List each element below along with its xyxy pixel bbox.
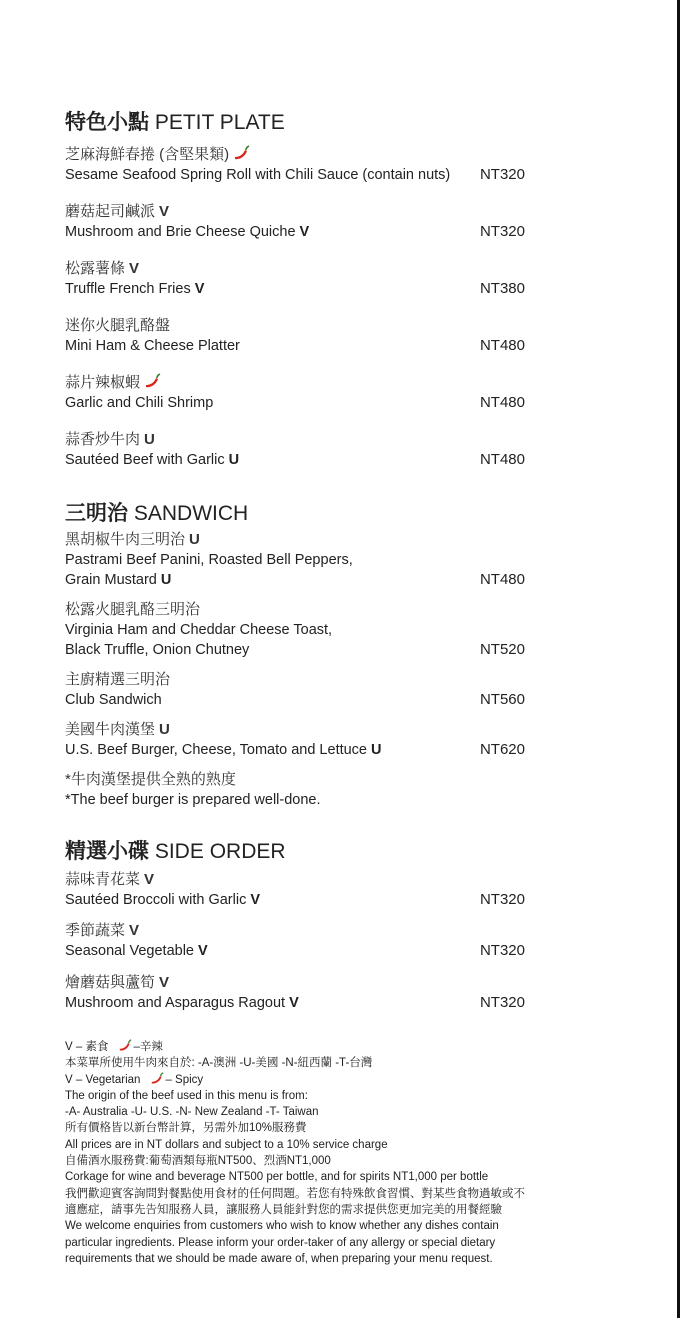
item-name-zh: 主廚精選三明治 bbox=[65, 671, 171, 688]
menu-item bbox=[65, 259, 525, 299]
item-price: NT320 bbox=[479, 891, 525, 908]
item-name-zh: 蒜味青花菜 bbox=[65, 871, 141, 888]
legend-corkage-zh: 自備酒水服務費:葡萄酒類每瓶NT500、烈酒NT1,000 bbox=[65, 1155, 331, 1168]
item-price: NT320 bbox=[479, 994, 525, 1011]
item-name-en: Truffle French Fries bbox=[65, 281, 191, 297]
menu-item bbox=[65, 921, 525, 961]
menu-item bbox=[65, 670, 525, 710]
section-title-petit-plate bbox=[65, 106, 285, 136]
item-name-en-cont: Black Truffle, Onion Chutney bbox=[65, 642, 250, 658]
section-title-en: SIDE ORDER bbox=[154, 840, 286, 863]
item-name-zh: 季節蔬菜 bbox=[65, 922, 126, 939]
menu-item bbox=[65, 202, 525, 242]
item-name-zh: 松露火腿乳酪三明治 bbox=[65, 601, 201, 618]
item-name-en: Garlic and Chili Shrimp bbox=[65, 395, 214, 411]
legend-line bbox=[65, 1072, 535, 1088]
item-name-en: Mushroom and Brie Cheese Quiche bbox=[65, 224, 296, 240]
beef-origin-mark: U bbox=[371, 742, 382, 758]
item-price: NT380 bbox=[479, 280, 525, 297]
item-name-en: Mini Ham & Cheese Platter bbox=[65, 338, 240, 354]
menu-item bbox=[65, 600, 525, 660]
menu-item bbox=[65, 430, 525, 470]
item-price: NT560 bbox=[479, 691, 525, 708]
item-name-zh: 蘑菇起司鹹派 bbox=[65, 203, 156, 220]
item-price: NT480 bbox=[479, 451, 525, 468]
legend-corkage-en: Corkage for wine and beverage NT500 per bottle, and for spirits NT1,000 per bottle bbox=[65, 1171, 489, 1184]
legend-spicy-en: – Spicy bbox=[165, 1073, 204, 1086]
item-price: NT520 bbox=[479, 641, 525, 658]
legend-footnotes bbox=[65, 1039, 535, 1267]
item-name-en: Pastrami Beef Panini, Roasted Bell Peppers, bbox=[65, 552, 353, 568]
beef-origin-mark: U bbox=[228, 452, 240, 468]
item-name-en: Mushroom and Asparagus Ragout bbox=[65, 995, 286, 1011]
section-title-zh: 特色小點 bbox=[65, 111, 149, 134]
section-title-sandwich bbox=[65, 497, 248, 527]
beef-origin-mark: U bbox=[160, 572, 172, 588]
burger-note-zh: *牛肉漢堡提供全熟的熟度 bbox=[65, 771, 236, 788]
legend-service-charge-en: All prices are in NT dollars and subject to a 10% service charge bbox=[65, 1138, 388, 1151]
item-name-en: Club Sandwich bbox=[65, 692, 162, 708]
item-name-zh: 迷你火腿乳酪盤 bbox=[65, 317, 171, 334]
section-title-side-order bbox=[65, 835, 286, 865]
item-name-en: Sautéed Beef with Garlic bbox=[65, 452, 225, 468]
item-name-zh: 芝麻海鮮春捲 (含堅果類) bbox=[65, 146, 230, 163]
beef-origin-mark: U bbox=[189, 531, 200, 548]
item-name-en: Virginia Ham and Cheddar Cheese Toast, bbox=[65, 622, 333, 638]
legend-beef-origin-list-en: -A- Australia -U- U.S. -N- New Zealand -T- Taiwan bbox=[65, 1106, 319, 1119]
item-name-zh: 蒜片辣椒蝦 bbox=[65, 374, 141, 391]
legend-beef-origin-en: The origin of the beef used in this menu is from: bbox=[65, 1089, 308, 1102]
menu-item bbox=[65, 145, 525, 185]
section-title-zh: 三明治 bbox=[65, 502, 128, 525]
section-title-en: SANDWICH bbox=[133, 502, 249, 525]
menu-item bbox=[65, 373, 525, 413]
vegetarian-mark: V bbox=[159, 203, 170, 220]
item-name-en-cont: Grain Mustard bbox=[65, 572, 157, 588]
beef-origin-mark: U bbox=[144, 431, 155, 448]
vegetarian-mark: V bbox=[129, 922, 140, 939]
legend-vegetarian-zh: V – 素食 bbox=[65, 1041, 109, 1053]
item-name-en: Sautéed Broccoli with Garlic bbox=[65, 892, 247, 908]
item-name-zh: 松露薯條 bbox=[65, 260, 126, 277]
item-name-en: Seasonal Vegetable bbox=[65, 943, 194, 959]
legend-service-charge-zh: 所有價格皆以新台幣計算，另需外加10%服務費 bbox=[65, 1122, 307, 1135]
item-name-zh: 燴蘑菇與蘆筍 bbox=[65, 974, 156, 991]
section-title-en: PETIT PLATE bbox=[154, 111, 285, 134]
section-title-zh: 精選小碟 bbox=[65, 840, 149, 863]
item-price: NT620 bbox=[479, 741, 525, 758]
vegetarian-mark: V bbox=[129, 260, 140, 277]
item-price: NT480 bbox=[479, 394, 525, 411]
vegetarian-mark: V bbox=[289, 995, 299, 1011]
vegetarian-mark: V bbox=[159, 974, 170, 991]
vegetarian-mark: V bbox=[194, 281, 205, 297]
item-price: NT320 bbox=[479, 942, 525, 959]
item-name-en: Sesame Seafood Spring Roll with Chili Sauce (contain nuts) bbox=[65, 167, 451, 183]
legend-beef-origin-zh: 本菜單所使用牛肉來自於: -A-澳洲 -U-美國 -N-紐西蘭 -T-台灣 bbox=[65, 1057, 373, 1070]
legend-spicy-zh: –辛辣 bbox=[133, 1041, 163, 1053]
menu-item bbox=[65, 530, 525, 590]
chili-pepper-icon bbox=[118, 1039, 133, 1052]
item-name-zh: 美國牛肉漢堡 bbox=[65, 721, 156, 738]
item-name-zh: 黑胡椒牛肉三明治 bbox=[65, 531, 186, 548]
vegetarian-mark: V bbox=[198, 943, 208, 959]
legend-line bbox=[65, 1039, 535, 1055]
item-price: NT480 bbox=[479, 571, 525, 588]
burger-note-en: *The beef burger is prepared well-done. bbox=[65, 792, 321, 808]
legend-vegetarian-en: V – Vegetarian bbox=[65, 1073, 141, 1086]
menu-item bbox=[65, 870, 525, 910]
vegetarian-mark: V bbox=[144, 871, 155, 888]
menu-item bbox=[65, 720, 525, 760]
menu-item bbox=[65, 316, 525, 356]
vegetarian-mark: V bbox=[299, 224, 310, 240]
chili-pepper-icon bbox=[233, 145, 251, 161]
chili-pepper-icon bbox=[144, 373, 162, 389]
item-name-en: U.S. Beef Burger, Cheese, Tomato and Lettuce bbox=[65, 742, 368, 758]
item-price: NT480 bbox=[479, 337, 525, 354]
legend-allergy-en: We welcome enquiries from customers who wish to know whether any dishes contain particular ingredients. Please inform your order-taker of any allergy or special dietary requirements that we should be made aware of, when preparing your menu request. bbox=[65, 1220, 499, 1265]
item-price: NT320 bbox=[479, 166, 525, 183]
burger-note bbox=[65, 770, 321, 810]
menu-item bbox=[65, 973, 525, 1013]
vegetarian-mark: V bbox=[250, 892, 260, 908]
legend-allergy-zh: 我們歡迎賓客詢問對餐點使用食材的任何問題。若您有特殊飲食習慣、對某些食物過敏或不適應症，請事先告知服務人員，讓服務人員能針對您的需求提供您更加完美的用餐經驗 bbox=[65, 1187, 525, 1216]
beef-origin-mark: U bbox=[159, 721, 170, 738]
item-price: NT320 bbox=[479, 223, 525, 240]
item-name-zh: 蒜香炒牛肉 bbox=[65, 431, 141, 448]
chili-pepper-icon bbox=[150, 1072, 165, 1085]
